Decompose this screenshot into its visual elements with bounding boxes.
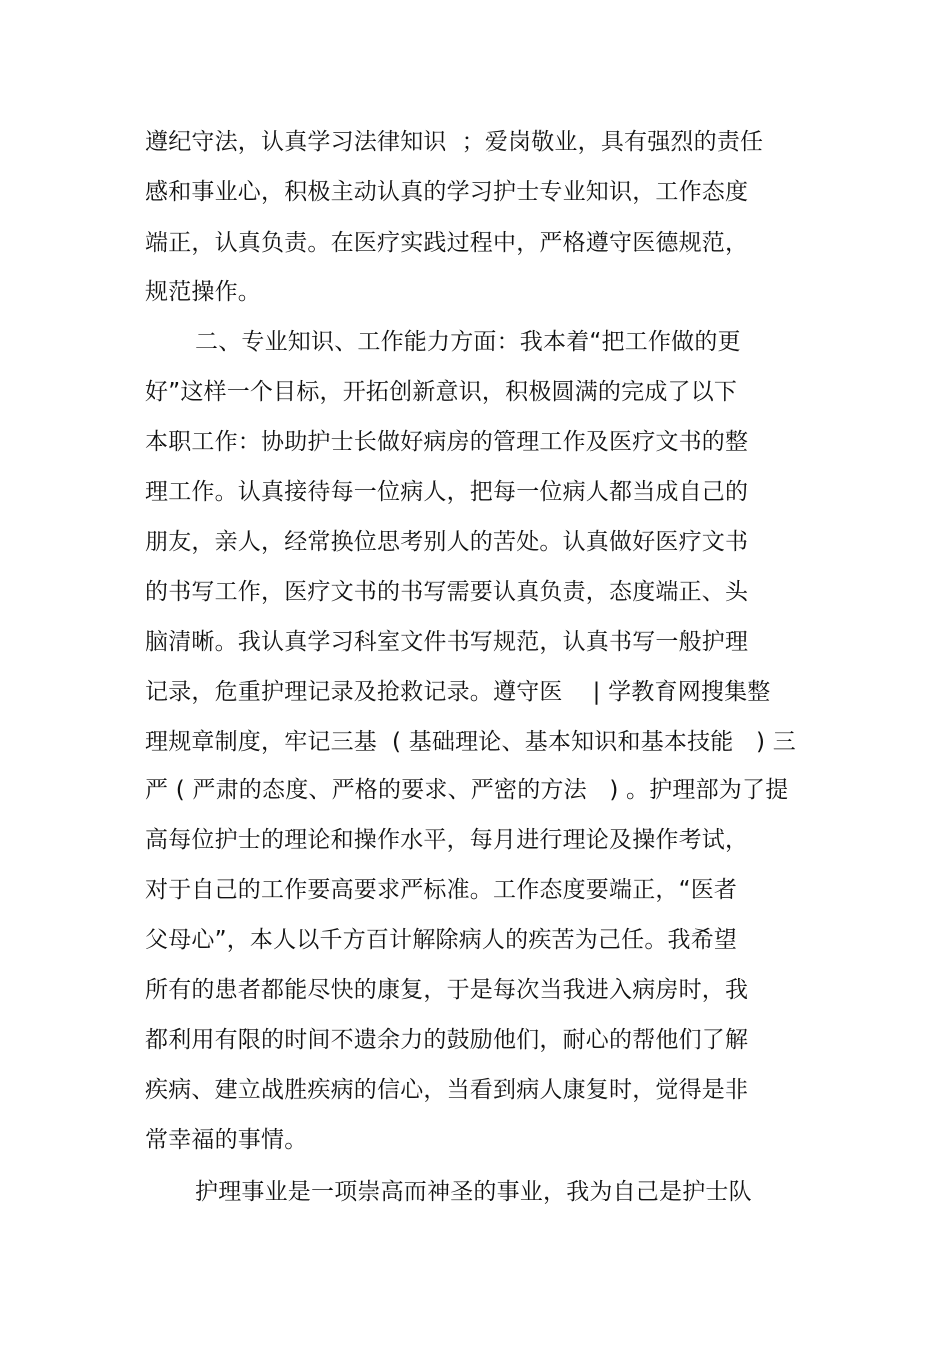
text-line: 疾病、建立战胜疾病的信心，当看到病人康复时，觉得是非 [145, 1077, 749, 1103]
text-line: 高每位护士的理论和操作水平，每月进行理论及操作考试， [145, 827, 749, 853]
paragraph-start-line: 护理事业是一项崇高而神圣的事业，我为自己是护士队 [195, 1179, 752, 1205]
text-line: 遵纪守法，认真学习法律知识 ；爱岗敬业，具有强烈的责任 [145, 129, 764, 155]
text-line: 端正，认真负责。在医疗实践过程中，严格遵守医德规范， [145, 230, 749, 256]
text-line: 脑清晰。我认真学习科室文件书写规范，认真书写一般护理 [145, 629, 749, 655]
text-line: 常幸福的事情。 [145, 1127, 308, 1153]
text-line: 父母心”，本人以千方百计解除病人的疾苦为己任。我希望 [145, 927, 738, 953]
text-line: 记录，危重护理记录及抢救记录。遵守医 | 学教育网搜集整 [145, 679, 771, 705]
text-line: 所有的患者都能尽快的康复，于是每次当我进入病房时，我 [145, 977, 749, 1003]
text-line: 感和事业心，积极主动认真的学习护士专业知识，工作态度 [145, 179, 749, 205]
text-line: 都利用有限的时间不遗余力的鼓励他们，耐心的帮他们了解 [145, 1027, 749, 1053]
text-line: 规范操作。 [145, 279, 261, 305]
text-line: 的书写工作，医疗文书的书写需要认真负责，态度端正、头 [145, 579, 749, 605]
text-line: 对于自己的工作要高要求严标准。工作态度要端正，“医者 [145, 877, 738, 903]
text-line: 好”这样一个目标，开拓创新意识，积极圆满的完成了以下 [145, 379, 738, 405]
text-line: 严 ( 严肃的态度、严格的要求、严密的方法 ) 。护理部为了提 [145, 777, 789, 803]
text-line: 朋友，亲人，经常换位思考别人的苦处。认真做好医疗文书 [145, 529, 749, 555]
text-line: 理工作。认真接待每一位病人，把每一位病人都当成自己的 [145, 479, 749, 505]
paragraph-start-line: 二、专业知识、工作能力方面：我本着“把工作做的更 [195, 329, 741, 355]
text-line: 理规章制度，牢记三基 ( 基础理论、基本知识和基本技能 ) 三 [145, 729, 796, 755]
text-line: 本职工作：协助护士长做好病房的管理工作及医疗文书的整 [145, 429, 749, 455]
